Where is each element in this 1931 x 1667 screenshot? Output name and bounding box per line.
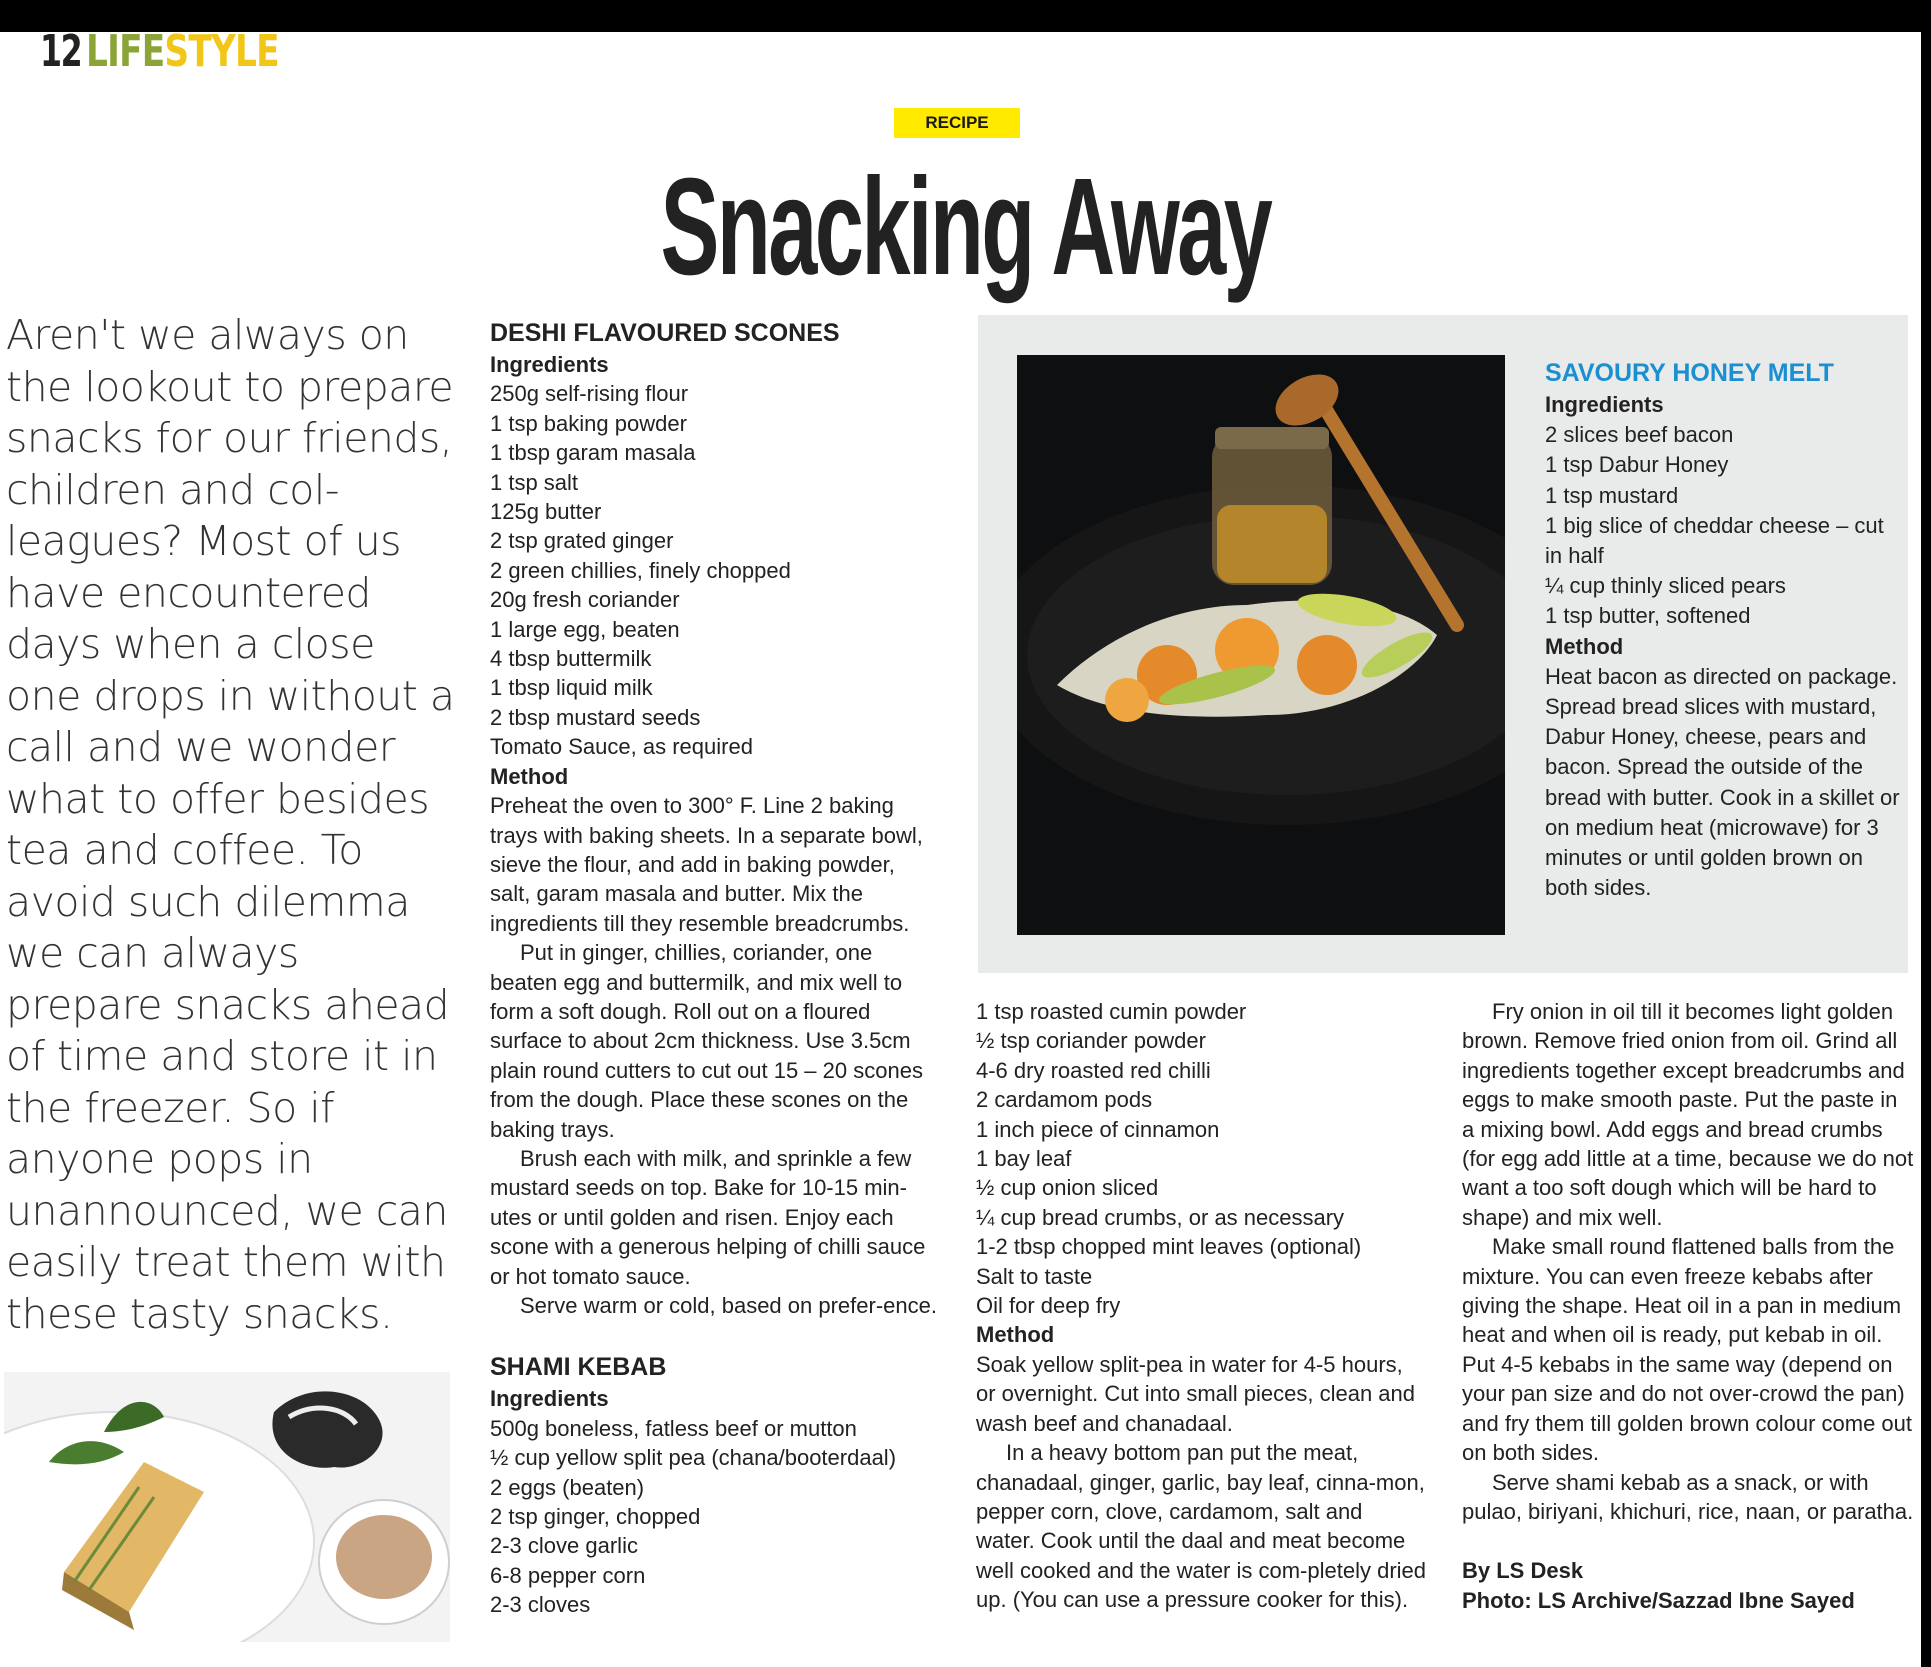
page-number: 12 [40, 26, 82, 77]
list-item: 1 tbsp garam masala [490, 440, 696, 466]
kebab-method-para: Make small round flattened balls from the mixture. You can even freeze kebabs after giving the shape. Heat oil in a pan in medium heat and when oil is ready, put kebab in oil. Put 4-5 kebabs in the same way (depend on your pan size and do not over-crowd the pan) and fry them till golden brown colour come out on both sides. [1462, 1234, 1913, 1466]
kebab-column-3 [1462, 997, 1914, 1615]
honey-melt-illustration [1017, 355, 1505, 935]
list-item: 2 tsp grated ginger [490, 528, 674, 554]
list-item: 1 tbsp liquid milk [490, 675, 653, 701]
list-item: 2 slices beef bacon [1545, 422, 1734, 448]
list-item: 1 inch piece of cinnamon [976, 1116, 1220, 1142]
list-item: 250g self-rising flour [490, 381, 689, 407]
list-item: Oil for deep fry [976, 1293, 1121, 1319]
honey-melt-photo [1017, 355, 1505, 935]
scones-method-label: Method [490, 763, 569, 789]
recipe-tag: RECIPE [894, 108, 1020, 138]
list-item: 6-8 pepper corn [490, 1562, 646, 1588]
list-item: 1 bay leaf [976, 1146, 1072, 1172]
scones-ingredient-list [490, 379, 940, 761]
list-item: ½ cup onion sliced [976, 1175, 1159, 1201]
page-title-text: Snacking Away [660, 150, 1271, 304]
honey-heading: SAVOURY HONEY MELT [1545, 359, 1834, 387]
kebab-ingredient-list [490, 1414, 940, 1620]
list-item: 4 tbsp buttermilk [490, 646, 652, 672]
honey-ingredients-label: Ingredients [1545, 392, 1664, 417]
kebab-method-para: In a heavy bottom pan put the meat, chanadaal, ginger, garlic, bay leaf, cinna-mon, pepper corn, clove, cardamom, salt and water. Cook until the daal and meat become well cooked and the water is com-pletely dried up. (You can use a pressure cooker for this). [976, 1440, 1427, 1613]
section-logo-life: LIFE [86, 26, 165, 77]
list-item: ¼ cup thinly sliced pears [1545, 573, 1786, 599]
scones-heading: DESHI FLAVOURED SCONES [490, 319, 840, 347]
list-item: ¼ cup bread crumbs, or as necessary [976, 1204, 1345, 1230]
scones-method-para: Serve warm or cold, based on prefer-ence. [520, 1293, 937, 1318]
scones-illustration [4, 1372, 450, 1642]
kebab-column-2 [976, 997, 1426, 1615]
list-item: 2-3 clove garlic [490, 1533, 638, 1559]
kebab-method-para: Soak yellow split-pea in water for 4-5 hours, or overnight. Cut into small pieces, clean and wash beef and chanadaal. [976, 1351, 1416, 1436]
kebab-ingredients-label: Ingredients [490, 1386, 609, 1412]
list-item: 4-6 dry roasted red chilli [976, 1057, 1211, 1083]
list-item: 1 tsp butter, softened [1545, 603, 1751, 629]
section-logo-style: STYLE [164, 26, 279, 77]
list-item: 1 tsp salt [490, 469, 579, 495]
honey-method: Heat bacon as directed on package. Spread bread slices with mustard, Dabur Honey, cheese, pears and bacon. Spread the outside of the bread with butter. Cook in a skillet or on medium heat (microwave) for 3 minutes or until golden brown on both sides. [1545, 663, 1900, 901]
honey-melt-recipe [1545, 356, 1905, 903]
section-logo [86, 26, 279, 77]
list-item: 1 tsp mustard [1545, 482, 1679, 508]
kebab-method-label: Method [976, 1322, 1055, 1348]
byline: By LS Desk [1462, 1558, 1584, 1584]
list-item: 1 tsp roasted cumin powder [976, 999, 1247, 1024]
list-item: Tomato Sauce, as required [490, 734, 753, 760]
list-item: 2-3 cloves [490, 1592, 591, 1618]
photo-credit: Photo: LS Archive/Sazzad Ibne Sayed [1462, 1587, 1855, 1613]
top-black-bar [0, 0, 1931, 32]
list-item: ½ cup yellow split pea (chana/booterdaal) [490, 1445, 897, 1471]
honey-method-label: Method [1545, 633, 1624, 659]
intro-paragraph: Aren't we always on the lookout to prepare snacks for our friends, children and col-leagues? Most of us have encountered days when a close one drops in without a call and we wonder what to offer besides tea and coffee. To avoid such dilemma we can always prepare snacks ahead of time and store it in the freezer. So if anyone pops in unannounced, we can easily treat them with these tasty snacks. [6, 311, 455, 1338]
list-item: 2 green chillies, finely chopped [490, 557, 791, 583]
kebab-method-para: Serve shami kebab as a snack, or with pulao, biriyani, khichuri, rice, naan, or paratha. [1462, 1469, 1914, 1524]
list-item: 125g butter [490, 499, 602, 525]
list-item: 1 large egg, beaten [490, 616, 680, 642]
kebab-heading: SHAMI KEBAB [490, 1353, 667, 1382]
list-item: 20g fresh coriander [490, 587, 680, 613]
list-item: 2 eggs (beaten) [490, 1474, 645, 1500]
list-item: 2 tbsp mustard seeds [490, 704, 701, 730]
list-item: 1 big slice of cheddar cheese – cut in half [1545, 512, 1884, 569]
scones-method-para: Put in ginger, chillies, coriander, one beaten egg and buttermilk, and mix well to form a soft dough. Roll out on a floured surface to about 2cm thickness. Use 3.5cm plain round cutters to cut out 15 – 20 scones from the dough. Place these scones on the baking trays. [490, 940, 923, 1142]
scones-method-para: Brush each with milk, and sprinkle a few mustard seeds on top. Bake for 10-15 min-utes or until golden and risen. Enjoy each scone with a generous helping of chilli sauce or hot tomato sauce. [490, 1145, 926, 1289]
list-item: 1 tsp baking powder [490, 410, 687, 436]
kebab-method-para: Fry onion in oil till it becomes light golden brown. Remove fried onion from oil. Grind all ingredients together except breadcrumbs and eggs to make smooth paste. Put the paste in a mixing bowl. Add eggs and bread crumbs (for egg add little at a time, because we do not want a too soft dough which will be hard to shape) and mix well. [1462, 999, 1914, 1230]
page-title [0, 148, 1931, 307]
scones-ingredients-label: Ingredients [490, 352, 609, 377]
list-item: 1-2 tbsp chopped mint leaves (optional) [976, 1234, 1362, 1260]
scones-photo [4, 1372, 450, 1642]
scones-method-para: Preheat the oven to 300° F. Line 2 baking trays with baking sheets. In a separate bowl, sieve the flour, and add in baking powder, salt, garam masala and butter. Mix the ingredients till they resemble breadcrumbs. [490, 793, 923, 936]
list-item: ½ tsp coriander powder [976, 1028, 1206, 1054]
list-item: 2 tsp ginger, chopped [490, 1504, 701, 1530]
scones-column [490, 316, 940, 1620]
list-item: Salt to taste [976, 1263, 1093, 1289]
list-item: 500g boneless, fatless beef or mutton [490, 1415, 857, 1441]
list-item: 1 tsp Dabur Honey [1545, 452, 1729, 478]
list-item: 2 cardamom pods [976, 1087, 1153, 1113]
